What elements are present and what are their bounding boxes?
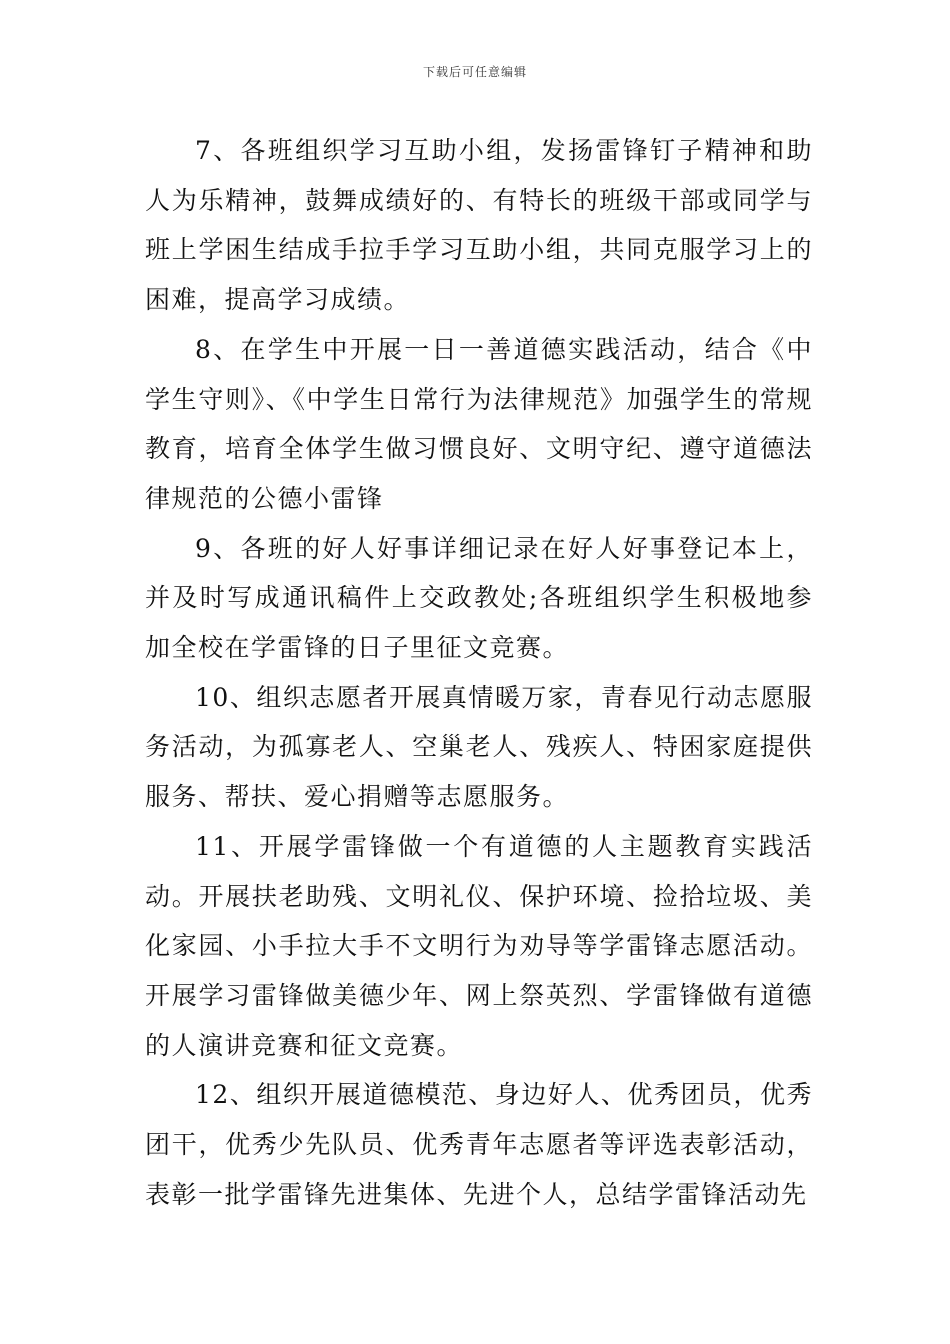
paragraph-11: 11、开展学雷锋做一个有道德的人主题教育实践活动。开展扶老助残、文明礼仪、保护环境、捡拾垃圾、美化家园、小手拉大手不文明行为劝导等学雷锋志愿活动。开展学习雷锋做美德少年、网上祭英烈、学雷锋做有道德的人演讲竞赛和征文竞赛。 <box>145 831 813 1060</box>
paragraph-7: 7、各班组织学习互助小组，发扬雷锋钉子精神和助人为乐精神，鼓舞成绩好的、有特长的班级干部或同学与班上学困生结成手拉手学习互助小组，共同克服学习上的困难，提高学习成绩。 <box>145 136 813 315</box>
paragraph-12: 12、组织开展道德模范、身边好人、优秀团员，优秀团干，优秀少先队员、优秀青年志愿者等评选表彰活动，表彰一批学雷锋先进集体、先进个人，总结学雷锋活动先 <box>145 1080 813 1209</box>
paragraph-9: 9、各班的好人好事详细记录在好人好事登记本上，并及时写成通讯稿件上交政教处;各班组织学生积极地参加全校在学雷锋的日子里征文竞赛。 <box>145 533 813 663</box>
paragraph-10: 10、组织志愿者开展真情暖万家，青春见行动志愿服务活动，为孤寡老人、空巢老人、残疾人、特困家庭提供服务、帮扶、爱心捐赠等志愿服务。 <box>145 682 813 812</box>
document-body <box>145 126 813 1219</box>
page-header: 下载后可任意编辑 <box>422 65 527 79</box>
paragraph-8: 8、在学生中开展一日一善道德实践活动，结合《中学生守则》、《中学生日常行为法律规范》加强学生的常规教育，培育全体学生做习惯良好、文明守纪、遵守道德法律规范的公德小雷锋 <box>145 334 813 513</box>
